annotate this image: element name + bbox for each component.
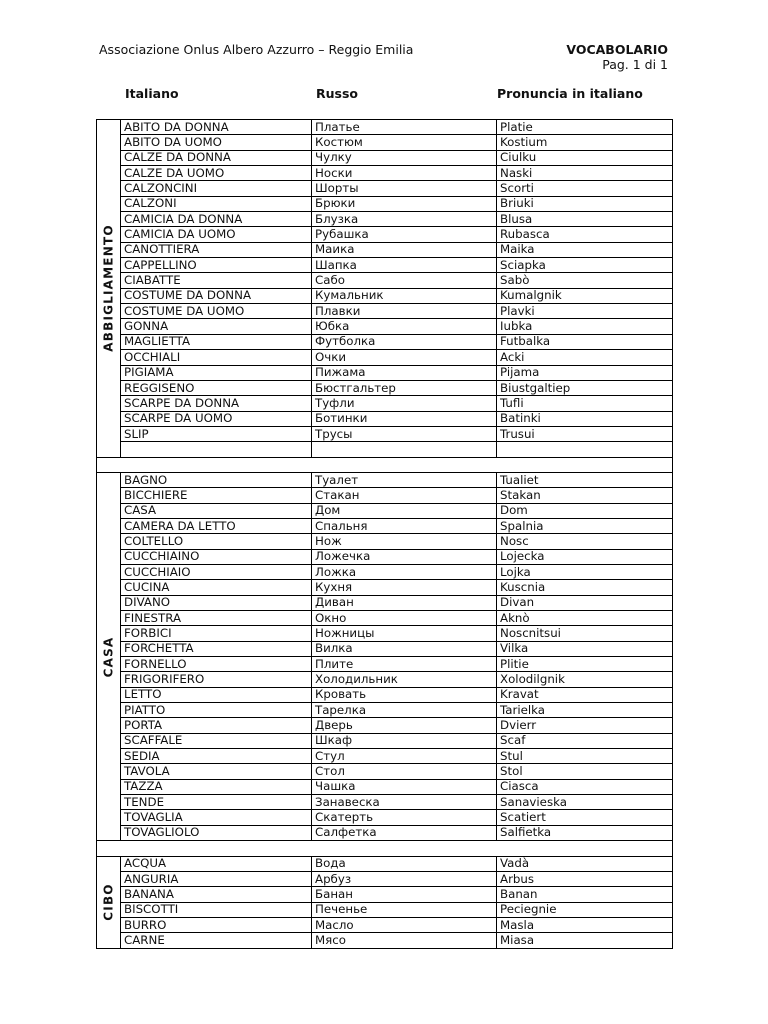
italian-word: ABITO DA UOMO — [121, 135, 312, 150]
italian-word: SEDIA — [121, 749, 312, 764]
pronunciation: Divan — [497, 595, 673, 610]
russian-word: Спальня — [312, 518, 497, 533]
table-row — [97, 887, 673, 902]
pronunciation: Rubasca — [497, 227, 673, 242]
italian-word: COSTUME DA UOMO — [121, 304, 312, 319]
russian-word: Чашка — [312, 779, 497, 794]
italian-word: SCAFFALE — [121, 733, 312, 748]
pronunciation: Scaf — [497, 733, 673, 748]
italian-word: CANOTTIERA — [121, 242, 312, 257]
russian-word: Кровать — [312, 687, 497, 702]
table-row — [97, 411, 673, 426]
italian-word: CUCCHIAINO — [121, 549, 312, 564]
russian-word: Платье — [312, 120, 497, 135]
italian-word: CALZE DA UOMO — [121, 166, 312, 181]
pronunciation: Kravat — [497, 687, 673, 702]
pronunciation: Pijama — [497, 365, 673, 380]
russian-word: Кумальник — [312, 288, 497, 303]
italian-word: DIVANO — [121, 595, 312, 610]
pronunciation: Tarielka — [497, 703, 673, 718]
pronunciation: Tufli — [497, 396, 673, 411]
italian-word: FORNELLO — [121, 657, 312, 672]
pronunciation: Dom — [497, 503, 673, 518]
pronunciation: Spalnia — [497, 518, 673, 533]
table-row — [97, 902, 673, 917]
pronunciation: Kuscnia — [497, 580, 673, 595]
russian-word: Очки — [312, 350, 497, 365]
category-label: ABBIGLIAMENTO — [101, 224, 115, 353]
pronunciation: Maika — [497, 242, 673, 257]
pronunciation: Biustgaltiep — [497, 380, 673, 395]
russian-word: Ботинки — [312, 411, 497, 426]
russian-word: Ножницы — [312, 626, 497, 641]
russian-word: Банан — [312, 887, 497, 902]
vocabulary-table — [96, 119, 673, 949]
pronunciation: Banan — [497, 887, 673, 902]
russian-word: Туалет — [312, 472, 497, 487]
table-row — [97, 687, 673, 702]
table-row — [97, 871, 673, 886]
table-row — [97, 825, 673, 840]
italian-word: CUCCHIAIO — [121, 564, 312, 579]
pronunciation — [497, 442, 673, 457]
russian-word: Туфли — [312, 396, 497, 411]
russian-word: Ложечка — [312, 549, 497, 564]
section-spacer-row — [97, 457, 673, 472]
table-row — [97, 350, 673, 365]
table-row — [97, 258, 673, 273]
section-spacer-row — [97, 841, 673, 856]
table-row — [97, 933, 673, 948]
table-row — [97, 212, 673, 227]
table-row — [97, 534, 673, 549]
italian-word: TAZZA — [121, 779, 312, 794]
table-row — [97, 733, 673, 748]
italian-word: BICCHIERE — [121, 488, 312, 503]
russian-word: Бюстгальтер — [312, 380, 497, 395]
russian-word: Брюки — [312, 196, 497, 211]
table-row — [97, 795, 673, 810]
pronunciation: Briuki — [497, 196, 673, 211]
table-row — [97, 749, 673, 764]
russian-word: Дверь — [312, 718, 497, 733]
russian-word: Окно — [312, 611, 497, 626]
pronunciation: Stakan — [497, 488, 673, 503]
russian-word: Диван — [312, 595, 497, 610]
italian-word: CAMICIA DA DONNA — [121, 212, 312, 227]
russian-word: Печенье — [312, 902, 497, 917]
page-number: Pag. 1 di 1 — [602, 57, 668, 72]
italian-word: LETTO — [121, 687, 312, 702]
pronunciation: Stol — [497, 764, 673, 779]
vocabulary-table-body — [97, 120, 673, 949]
russian-word: Скатерть — [312, 810, 497, 825]
russian-word: Пижама — [312, 365, 497, 380]
table-row — [97, 150, 673, 165]
italian-word: CIABATTE — [121, 273, 312, 288]
pronunciation: Masla — [497, 917, 673, 932]
pronunciation: Plitie — [497, 657, 673, 672]
italian-word: BURRO — [121, 917, 312, 932]
pronunciation: Platie — [497, 120, 673, 135]
pronunciation: Stul — [497, 749, 673, 764]
russian-word: Трусы — [312, 426, 497, 441]
italian-word: CALZONCINI — [121, 181, 312, 196]
russian-word: Вода — [312, 856, 497, 871]
italian-word: CARNE — [121, 933, 312, 948]
russian-word: Сабо — [312, 273, 497, 288]
table-row — [97, 810, 673, 825]
italian-word: ANGURIA — [121, 871, 312, 886]
italian-word: CAMERA DA LETTO — [121, 518, 312, 533]
table-row — [97, 380, 673, 395]
table-row — [97, 135, 673, 150]
russian-word: Ложка — [312, 564, 497, 579]
pronunciation: Lojka — [497, 564, 673, 579]
pronunciation: Ciulku — [497, 150, 673, 165]
italian-word: TENDE — [121, 795, 312, 810]
pronunciation: Lojecka — [497, 549, 673, 564]
table-row — [97, 196, 673, 211]
italian-word: GONNA — [121, 319, 312, 334]
pronunciation: Sciapka — [497, 258, 673, 273]
italian-word: TOVAGLIOLO — [121, 825, 312, 840]
italian-word: BISCOTTI — [121, 902, 312, 917]
russian-word: Футболка — [312, 334, 497, 349]
table-row — [97, 319, 673, 334]
pronunciation: Plavki — [497, 304, 673, 319]
russian-word: Шкаф — [312, 733, 497, 748]
russian-word: Холодильник — [312, 672, 497, 687]
russian-word: Кухня — [312, 580, 497, 595]
pronunciation: Kumalgnik — [497, 288, 673, 303]
russian-word: Стакан — [312, 488, 497, 503]
italian-word: CALZE DA DONNA — [121, 150, 312, 165]
italian-word: ABITO DA DONNA — [121, 120, 312, 135]
table-row — [97, 611, 673, 626]
russian-word: Тарелка — [312, 703, 497, 718]
pronunciation: Iubka — [497, 319, 673, 334]
russian-word: Дом — [312, 503, 497, 518]
russian-word: Шапка — [312, 258, 497, 273]
russian-word: Арбуз — [312, 871, 497, 886]
italian-word: BAGNO — [121, 472, 312, 487]
table-row — [97, 626, 673, 641]
russian-word: Масло — [312, 917, 497, 932]
russian-word: Плавки — [312, 304, 497, 319]
table-row — [97, 426, 673, 441]
table-row — [97, 304, 673, 319]
table-row — [97, 120, 673, 135]
russian-word: Плите — [312, 657, 497, 672]
italian-word: COLTELLO — [121, 534, 312, 549]
pronunciation: Vilka — [497, 641, 673, 656]
document-title: VOCABOLARIO — [566, 42, 668, 57]
column-header-russo: Russo — [316, 86, 358, 101]
table-row — [97, 242, 673, 257]
pronunciation: Futbalka — [497, 334, 673, 349]
pronunciation: Acki — [497, 350, 673, 365]
table-row — [97, 273, 673, 288]
italian-word: SCARPE DA UOMO — [121, 411, 312, 426]
russian-word: Маика — [312, 242, 497, 257]
table-row — [97, 488, 673, 503]
section-spacer-cell — [97, 841, 673, 856]
table-row — [97, 334, 673, 349]
pronunciation: Miasa — [497, 933, 673, 948]
pronunciation: Ciasca — [497, 779, 673, 794]
table-row — [97, 595, 673, 610]
russian-word: Чулку — [312, 150, 497, 165]
russian-word: Блузка — [312, 212, 497, 227]
russian-word: Мясо — [312, 933, 497, 948]
table-row — [97, 503, 673, 518]
table-row — [97, 641, 673, 656]
table-row — [97, 764, 673, 779]
italian-word: BANANA — [121, 887, 312, 902]
italian-word: PIATTO — [121, 703, 312, 718]
italian-word: TOVAGLIA — [121, 810, 312, 825]
italian-word: CUCINA — [121, 580, 312, 595]
category-label-cell — [97, 856, 121, 948]
italian-word: FRIGORIFERO — [121, 672, 312, 687]
table-row — [97, 442, 673, 457]
table-row — [97, 672, 673, 687]
russian-word: Стол — [312, 764, 497, 779]
table-row — [97, 779, 673, 794]
table-row — [97, 564, 673, 579]
pronunciation: Vadà — [497, 856, 673, 871]
table-row — [97, 703, 673, 718]
pronunciation: Sabò — [497, 273, 673, 288]
table-row — [97, 365, 673, 380]
italian-word: SLIP — [121, 426, 312, 441]
pronunciation: Batinki — [497, 411, 673, 426]
russian-word: Юбка — [312, 319, 497, 334]
italian-word: FORCHETTA — [121, 641, 312, 656]
italian-word: CAPPELLINO — [121, 258, 312, 273]
russian-word: Рубашка — [312, 227, 497, 242]
pronunciation: Scorti — [497, 181, 673, 196]
section-spacer-cell — [97, 457, 673, 472]
russian-word: Стул — [312, 749, 497, 764]
pronunciation: Blusa — [497, 212, 673, 227]
italian-word: REGGISENO — [121, 380, 312, 395]
italian-word: MAGLIETTA — [121, 334, 312, 349]
italian-word: CALZONI — [121, 196, 312, 211]
russian-word: Вилка — [312, 641, 497, 656]
italian-word: CASA — [121, 503, 312, 518]
pronunciation: Trusui — [497, 426, 673, 441]
pronunciation: Scatiert — [497, 810, 673, 825]
italian-word: COSTUME DA DONNA — [121, 288, 312, 303]
russian-word: Костюм — [312, 135, 497, 150]
pronunciation: Aknò — [497, 611, 673, 626]
table-row — [97, 580, 673, 595]
russian-word — [312, 442, 497, 457]
italian-word: FORBICI — [121, 626, 312, 641]
pronunciation: Peciegnie — [497, 902, 673, 917]
category-label: CIBO — [101, 883, 115, 921]
category-label-cell — [97, 120, 121, 458]
pronunciation: Nosc — [497, 534, 673, 549]
table-row — [97, 166, 673, 181]
italian-word: OCCHIALI — [121, 350, 312, 365]
table-row — [97, 917, 673, 932]
pronunciation: Xolodilgnik — [497, 672, 673, 687]
italian-word: TAVOLA — [121, 764, 312, 779]
pronunciation: Naski — [497, 166, 673, 181]
italian-word: SCARPE DA DONNA — [121, 396, 312, 411]
pronunciation: Noscnitsui — [497, 626, 673, 641]
table-row — [97, 657, 673, 672]
russian-word: Носки — [312, 166, 497, 181]
italian-word: PIGIAMA — [121, 365, 312, 380]
pronunciation: Sanavieska — [497, 795, 673, 810]
italian-word: FINESTRA — [121, 611, 312, 626]
category-label-cell — [97, 472, 121, 840]
pronunciation: Salfietka — [497, 825, 673, 840]
russian-word: Шорты — [312, 181, 497, 196]
russian-word: Нож — [312, 534, 497, 549]
table-row — [97, 181, 673, 196]
italian-word: CAMICIA DA UOMO — [121, 227, 312, 242]
table-row — [97, 518, 673, 533]
pronunciation: Arbus — [497, 871, 673, 886]
table-row — [97, 396, 673, 411]
category-label: CASA — [101, 636, 115, 677]
pronunciation: Tualiet — [497, 472, 673, 487]
table-row — [97, 227, 673, 242]
italian-word — [121, 442, 312, 457]
table-row — [97, 856, 673, 871]
italian-word: PORTA — [121, 718, 312, 733]
pronunciation: Dvierr — [497, 718, 673, 733]
table-row — [97, 718, 673, 733]
table-row — [97, 549, 673, 564]
russian-word: Занавеска — [312, 795, 497, 810]
column-header-italiano: Italiano — [125, 86, 179, 101]
russian-word: Салфетка — [312, 825, 497, 840]
organization-name: Associazione Onlus Albero Azzurro – Reggio Emilia — [99, 42, 414, 57]
italian-word: ACQUA — [121, 856, 312, 871]
table-row — [97, 288, 673, 303]
table-row — [97, 472, 673, 487]
pronunciation: Kostium — [497, 135, 673, 150]
column-header-pronuncia: Pronuncia in italiano — [497, 86, 643, 101]
